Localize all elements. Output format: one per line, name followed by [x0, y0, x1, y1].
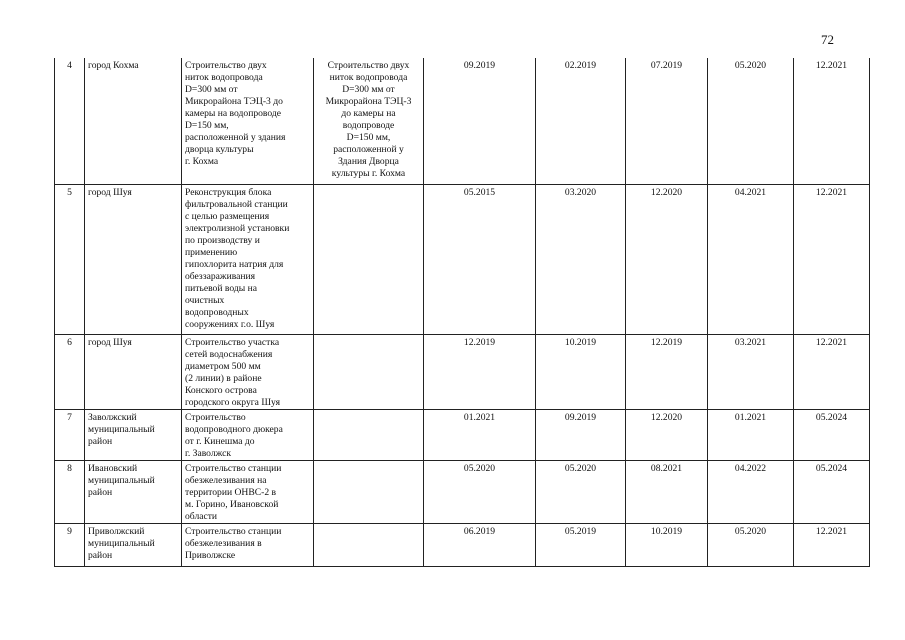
- row-description-secondary: [314, 460, 424, 523]
- table-row: [55, 184, 870, 334]
- row-description: Реконструкция блока фильтровальной станции с целью размещения электролизной установки по производству и применению гипохлорита натрия для обеззараживания питьевой воды на очистных водопроводных сооружениях г.о. Шуя: [182, 184, 314, 334]
- row-date-5: 12.2021: [794, 58, 870, 184]
- row-date-4: 05.2020: [708, 523, 794, 566]
- row-date-1: 01.2021: [424, 409, 536, 460]
- row-date-4: 01.2021: [708, 409, 794, 460]
- row-date-1: 05.2015: [424, 184, 536, 334]
- table-row: [55, 523, 870, 566]
- row-description: Строительство двух ниток водопровода D=300 мм от Микрорайона ТЭЦ-3 до камеры на водопроводе D=150 мм, расположенной у здания дворца культуры г. Кохма: [182, 58, 314, 184]
- row-date-1: 09.2019: [424, 58, 536, 184]
- row-date-3: 12.2019: [626, 334, 708, 409]
- row-location: Приволжский муниципальный район: [85, 523, 182, 566]
- row-date-3: 07.2019: [626, 58, 708, 184]
- row-number: 7: [55, 409, 85, 460]
- row-date-5: 12.2021: [794, 334, 870, 409]
- row-location: Ивановский муниципальный район: [85, 460, 182, 523]
- row-date-2: 02.2019: [536, 58, 626, 184]
- row-number: 5: [55, 184, 85, 334]
- row-date-4: 04.2021: [708, 184, 794, 334]
- row-date-2: 05.2020: [536, 460, 626, 523]
- row-description-secondary: [314, 409, 424, 460]
- row-date-2: 05.2019: [536, 523, 626, 566]
- row-description-secondary: [314, 334, 424, 409]
- table-row: [55, 58, 870, 184]
- table-row: [55, 460, 870, 523]
- page-number: 72: [821, 32, 834, 47]
- row-description-secondary: [314, 523, 424, 566]
- row-date-1: 05.2020: [424, 460, 536, 523]
- row-date-3: 08.2021: [626, 460, 708, 523]
- row-date-2: 03.2020: [536, 184, 626, 334]
- row-location: Заволжский муниципальный район: [85, 409, 182, 460]
- row-date-4: 04.2022: [708, 460, 794, 523]
- table-row: [55, 409, 870, 460]
- row-date-3: 12.2020: [626, 409, 708, 460]
- row-description: Строительство участка сетей водоснабжения диаметром 500 мм (2 линии) в районе Конского острова городского округа Шуя: [182, 334, 314, 409]
- row-date-5: 12.2021: [794, 184, 870, 334]
- row-location: город Шуя: [85, 334, 182, 409]
- row-date-2: 10.2019: [536, 334, 626, 409]
- row-date-3: 12.2020: [626, 184, 708, 334]
- row-date-5: 05.2024: [794, 409, 870, 460]
- row-description-secondary: Строительство двух ниток водопровода D=300 мм от Микрорайона ТЭЦ-3 до камеры на водопроводе D=150 мм, расположенной у Здания Дворца культуры г. Кохма: [314, 58, 424, 184]
- row-number: 6: [55, 334, 85, 409]
- table-row: [55, 334, 870, 409]
- row-description-secondary: [314, 184, 424, 334]
- row-date-5: 12.2021: [794, 523, 870, 566]
- row-date-1: 12.2019: [424, 334, 536, 409]
- row-date-2: 09.2019: [536, 409, 626, 460]
- row-date-4: 05.2020: [708, 58, 794, 184]
- row-description: Строительство станции обезжелезивания на территории ОНВС-2 в м. Горино, Ивановской области: [182, 460, 314, 523]
- row-date-5: 05.2024: [794, 460, 870, 523]
- row-number: 8: [55, 460, 85, 523]
- row-number: 9: [55, 523, 85, 566]
- row-number: 4: [55, 58, 85, 184]
- row-date-4: 03.2021: [708, 334, 794, 409]
- project-schedule-table: [54, 58, 870, 567]
- row-description: Строительство водопроводного дюкера от г. Кинешма до г. Заволжск: [182, 409, 314, 460]
- row-description: Строительство станции обезжелезивания в Приволжске: [182, 523, 314, 566]
- row-location: город Кохма: [85, 58, 182, 184]
- row-date-3: 10.2019: [626, 523, 708, 566]
- row-location: город Шуя: [85, 184, 182, 334]
- row-date-1: 06.2019: [424, 523, 536, 566]
